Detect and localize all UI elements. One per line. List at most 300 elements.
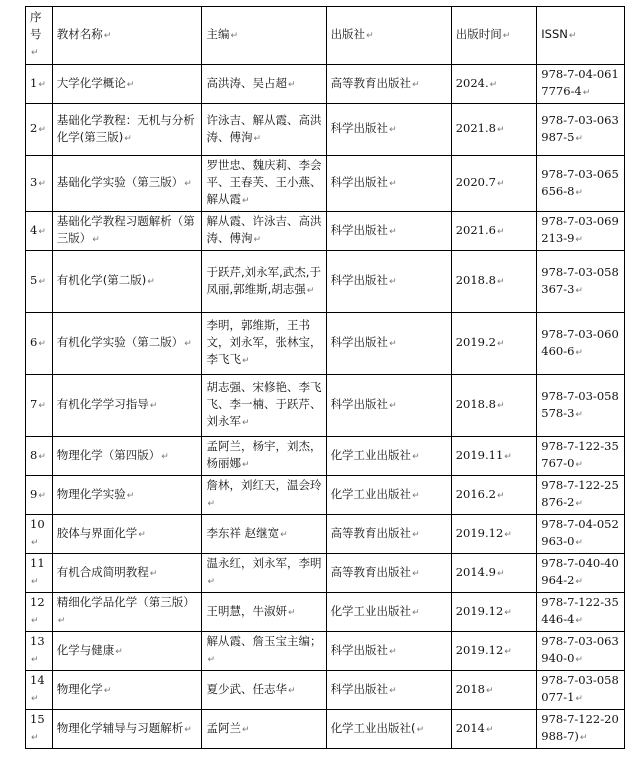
cell-isbn <box>537 65 625 104</box>
cell-editor-text: 孟阿兰，杨宇，刘杰，杨丽娜 <box>206 439 322 470</box>
cell-editor <box>202 313 326 375</box>
cell-publisher-text: 科学出版社 <box>330 121 389 135</box>
cell-editor <box>202 104 326 156</box>
header-row <box>26 7 625 65</box>
header-cell-editor: 主编↵ <box>202 7 326 65</box>
paragraph-mark: ↵ <box>92 235 100 245</box>
cell-editor <box>202 251 326 313</box>
cell-date-text: 2018.8 <box>455 397 496 411</box>
cell-date <box>451 671 537 710</box>
cell-editor-text: 李明，郭维斯，王书文，刘永军，张林宝，李飞飞 <box>206 318 322 366</box>
paragraph-mark: ↵ <box>389 226 397 237</box>
paragraph-mark: ↵ <box>504 529 512 540</box>
cell-editor <box>202 710 326 749</box>
cell-no <box>26 710 53 749</box>
paragraph-mark: ↵ <box>31 694 39 704</box>
cell-title-text: 物理化学 <box>56 681 103 696</box>
cell-publisher <box>326 554 451 593</box>
paragraph-mark: ↵ <box>416 724 425 735</box>
table-row <box>26 554 625 593</box>
header-cell-publisher: 出版社↵ <box>326 7 451 65</box>
cell-publisher <box>326 710 451 749</box>
paragraph-mark: ↵ <box>575 538 583 548</box>
paragraph-mark: ↵ <box>485 724 494 735</box>
paragraph-mark: ↵ <box>389 646 397 657</box>
cell-publisher <box>326 65 451 104</box>
paragraph-mark: ↵ <box>103 685 112 696</box>
paragraph-mark: ↵ <box>241 460 250 470</box>
cell-publisher <box>326 251 451 313</box>
paragraph-mark: ↵ <box>412 529 420 540</box>
cell-publisher-text: 科学出版社 <box>330 642 389 657</box>
cell-isbn <box>537 104 625 156</box>
cell-publisher-text: 科学出版社 <box>330 175 389 189</box>
paragraph-mark: ↵ <box>389 125 397 135</box>
paragraph-mark: ↵ <box>38 277 46 287</box>
cell-no-text: 11 <box>30 556 45 570</box>
cell-title <box>52 671 202 710</box>
cell-date <box>451 710 537 749</box>
cell-editor-text: 温永红，刘永军，李明 <box>206 556 322 570</box>
paragraph-mark: ↵ <box>287 607 296 618</box>
paragraph-mark: ↵ <box>126 79 135 90</box>
paragraph-mark: ↵ <box>575 460 583 470</box>
paragraph-mark: ↵ <box>496 179 505 189</box>
cell-editor <box>202 632 326 671</box>
cell-publisher-text: 科学出版社 <box>330 397 389 411</box>
cell-editor-text: 夏少武、任志华 <box>206 681 287 696</box>
paragraph-mark: ↵ <box>241 196 250 206</box>
paragraph-mark: ↵ <box>582 88 591 98</box>
cell-isbn <box>537 251 625 313</box>
paragraph-mark: ↵ <box>161 451 169 462</box>
cell-no-text: 7 <box>30 397 38 411</box>
paragraph-mark: ↵ <box>103 31 112 41</box>
cell-no <box>26 515 53 554</box>
paragraph-mark: ↵ <box>496 339 505 349</box>
cell-title <box>52 313 202 375</box>
paragraph-mark: ↵ <box>389 179 397 189</box>
paragraph-mark: ↵ <box>38 125 46 135</box>
cell-title-text: 物理化学辅导与习题解析 <box>56 720 184 735</box>
paragraph-mark: ↵ <box>38 401 46 411</box>
paragraph-mark: ↵ <box>389 685 397 696</box>
paragraph-mark: ↵ <box>504 607 512 618</box>
paragraph-mark: ↵ <box>31 48 39 58</box>
table-row <box>26 437 625 476</box>
cell-publisher-text: 高等教育出版社 <box>330 75 412 90</box>
cell-publisher-text: 科学出版社 <box>330 681 389 696</box>
cell-title <box>52 104 202 156</box>
cell-isbn-text: 978-7-03-069213-9 <box>541 214 619 245</box>
cell-publisher <box>326 671 451 710</box>
cell-publisher-text: 化学工业出版社 <box>330 603 412 618</box>
cell-no-text: 5 <box>30 273 38 287</box>
cell-title-text: 物理化学（第四版） <box>56 447 161 462</box>
cell-isbn-text: 978-7-122-20988-7) <box>541 712 619 743</box>
cell-isbn <box>537 671 625 710</box>
cell-title <box>52 437 202 476</box>
paragraph-mark: ↵ <box>184 339 192 349</box>
paragraph-mark: ↵ <box>31 733 39 743</box>
paragraph-mark: ↵ <box>115 646 123 657</box>
cell-date-text: 2019.11 <box>455 447 504 462</box>
cell-no <box>26 554 53 593</box>
paragraph-mark: ↵ <box>412 490 420 501</box>
table-row <box>26 710 625 749</box>
cell-isbn <box>537 593 625 632</box>
table-row <box>26 212 625 251</box>
cell-date <box>451 375 537 437</box>
cell-no-text: 6 <box>30 335 38 349</box>
paragraph-mark: ↵ <box>253 133 262 144</box>
cell-publisher <box>326 593 451 632</box>
cell-date <box>451 554 537 593</box>
cell-isbn-text: 978-7-122-35446-4 <box>541 595 619 626</box>
textbook-table <box>25 6 625 749</box>
cell-date-text: 2024. <box>455 75 489 90</box>
cell-isbn-text: 978-7-03-058367-3 <box>541 264 619 296</box>
cell-date-text: 2019.12 <box>455 525 504 540</box>
paragraph-mark: ↵ <box>241 356 250 366</box>
cell-editor <box>202 156 326 212</box>
paragraph-mark: ↵ <box>306 285 315 296</box>
cell-title <box>52 212 202 251</box>
paragraph-mark: ↵ <box>504 451 512 462</box>
cell-date-text: 2019.2 <box>455 335 496 349</box>
cell-isbn-text: 978-7-122-25876-2 <box>541 478 619 509</box>
paragraph-mark: ↵ <box>496 125 505 135</box>
paragraph-mark: ↵ <box>496 490 505 501</box>
cell-publisher <box>326 437 451 476</box>
paragraph-mark: ↵ <box>241 724 250 735</box>
cell-date <box>451 437 537 476</box>
cell-title-text: 精细化学品化学（第三版） <box>56 595 195 609</box>
cell-date <box>451 65 537 104</box>
paragraph-mark: ↵ <box>496 226 505 237</box>
paragraph-mark: ↵ <box>149 568 158 579</box>
paragraph-mark: ↵ <box>38 490 46 501</box>
paragraph-mark: ↵ <box>38 339 46 349</box>
cell-date-text: 2014.9 <box>455 564 496 579</box>
paragraph-mark: ↵ <box>568 31 577 41</box>
cell-date-text: 2021.6 <box>455 222 496 237</box>
cell-isbn <box>537 632 625 671</box>
cell-no <box>26 437 53 476</box>
cell-title <box>52 156 202 212</box>
paragraph-mark: ↵ <box>31 655 39 665</box>
cell-isbn-text: 978-7-040-40964-2 <box>541 556 619 587</box>
cell-editor-text: 解从霞、许泳吉、高洪涛、傅洵 <box>206 214 322 245</box>
cell-no-text: 12 <box>30 595 45 609</box>
paragraph-mark: ↵ <box>287 685 296 696</box>
table-body <box>26 65 625 749</box>
paragraph-mark: ↵ <box>575 347 583 358</box>
paragraph-mark: ↵ <box>147 277 155 287</box>
paragraph-mark: ↵ <box>57 616 66 626</box>
table-row <box>26 313 625 375</box>
paragraph-mark: ↵ <box>489 79 498 90</box>
header-cell-title: 教材名称↵ <box>52 7 202 65</box>
header-cell-date: 出版时间↵ <box>451 7 537 65</box>
cell-no <box>26 156 53 212</box>
cell-no <box>26 313 53 375</box>
table-row <box>26 65 625 104</box>
paragraph-mark: ↵ <box>241 418 250 428</box>
cell-editor-text: 孟阿兰 <box>206 720 241 735</box>
cell-title-text: 有机化学学习指导 <box>56 397 149 411</box>
cell-date-text: 2019.12 <box>455 642 504 657</box>
cell-publisher-text: 化学工业出版社 <box>330 447 412 462</box>
paragraph-mark: ↵ <box>575 235 583 245</box>
cell-date <box>451 251 537 313</box>
cell-isbn <box>537 554 625 593</box>
cell-isbn-text: 978-7-03-058077-1 <box>541 673 619 704</box>
paragraph-mark: ↵ <box>149 401 158 411</box>
cell-publisher-text: 高等教育出版社 <box>330 564 412 579</box>
paragraph-mark: ↵ <box>253 235 262 245</box>
cell-date-text: 2016.2 <box>455 486 496 501</box>
cell-editor-text: 罗世忠、魏庆莉、李会平、王春芙、王小燕、解从霞 <box>206 158 322 206</box>
cell-publisher-text: 科学出版社 <box>330 335 389 349</box>
cell-title-text: 化学与健康 <box>56 642 115 657</box>
paragraph-mark: ↵ <box>412 79 420 90</box>
paragraph-mark: ↵ <box>138 529 146 540</box>
cell-editor <box>202 437 326 476</box>
cell-no <box>26 632 53 671</box>
cell-no-text: 13 <box>30 634 45 648</box>
cell-isbn <box>537 212 625 251</box>
table-row <box>26 632 625 671</box>
paragraph-mark: ↵ <box>38 179 46 189</box>
table-row <box>26 671 625 710</box>
paragraph-mark: ↵ <box>575 577 583 587</box>
cell-no <box>26 104 53 156</box>
paragraph-mark: ↵ <box>496 568 505 579</box>
cell-isbn <box>537 476 625 515</box>
cell-no-text: 1 <box>30 75 38 90</box>
cell-publisher <box>326 515 451 554</box>
cell-editor-text: 解从霞、詹玉宝主编； <box>206 634 322 648</box>
cell-date-text: 2021.8 <box>455 121 496 135</box>
cell-editor-text: 王明慧，牛淑妍 <box>206 603 287 618</box>
cell-date-text: 2018 <box>455 681 485 696</box>
cell-title-text: 基础化学教程：无机与分析化学(第三版) <box>56 112 195 144</box>
cell-isbn-text: 978-7-03-063987-5 <box>541 112 619 144</box>
cell-isbn <box>537 515 625 554</box>
paragraph-mark: ↵ <box>502 31 511 41</box>
cell-publisher <box>326 104 451 156</box>
cell-editor <box>202 65 326 104</box>
cell-isbn-text: 978-7-04-0617776-4 <box>541 67 619 98</box>
cell-no <box>26 251 53 313</box>
paragraph-mark: ↵ <box>124 133 132 144</box>
paragraph-mark: ↵ <box>366 31 374 41</box>
cell-date <box>451 476 537 515</box>
paragraph-mark: ↵ <box>38 451 46 462</box>
paragraph-mark: ↵ <box>579 733 588 743</box>
table-row <box>26 593 625 632</box>
cell-no-text: 2 <box>30 121 38 135</box>
cell-no-text: 8 <box>30 447 38 462</box>
cell-isbn <box>537 156 625 212</box>
cell-title <box>52 375 202 437</box>
header-cell-isbn: ISSN↵ <box>537 7 625 65</box>
table-row <box>26 375 625 437</box>
cell-isbn <box>537 710 625 749</box>
cell-publisher <box>326 212 451 251</box>
paragraph-mark: ↵ <box>126 490 135 501</box>
cell-date-text: 2020.7 <box>455 175 496 189</box>
paragraph-mark: ↵ <box>496 401 505 411</box>
cell-no <box>26 65 53 104</box>
cell-publisher <box>326 313 451 375</box>
paragraph-mark: ↵ <box>280 529 288 540</box>
cell-editor-text: 许泳吉、解从霞、高洪涛、傅洵 <box>206 112 322 144</box>
cell-publisher-text: 高等教育出版社 <box>330 525 412 540</box>
cell-title <box>52 632 202 671</box>
paragraph-mark: ↵ <box>207 655 216 665</box>
cell-title-text: 基础化学教程习题解析（第三版） <box>56 214 195 245</box>
table-row <box>26 515 625 554</box>
cell-date <box>451 515 537 554</box>
paragraph-mark: ↵ <box>575 133 583 144</box>
paragraph-mark: ↵ <box>38 79 46 90</box>
cell-isbn-text: 978-7-03-060460-6 <box>541 326 619 358</box>
paragraph-mark: ↵ <box>184 179 192 189</box>
cell-editor-text: 于跃芹,刘永军,武杰,于凤丽,郭维斯,胡志强 <box>206 264 321 296</box>
table-row <box>26 251 625 313</box>
cell-no-text: 15 <box>30 712 45 726</box>
cell-isbn-text: 978-7-04-052963-0 <box>541 517 619 548</box>
paragraph-mark: ↵ <box>504 646 512 657</box>
paragraph-mark: ↵ <box>485 685 494 696</box>
paragraph-mark: ↵ <box>575 694 583 704</box>
cell-title-text: 有机化学(第二版) <box>56 273 147 287</box>
cell-editor <box>202 554 326 593</box>
cell-isbn-text: 978-7-03-063940-0 <box>541 634 619 665</box>
cell-editor <box>202 476 326 515</box>
cell-title <box>52 65 202 104</box>
header-cell-no: 序号↵ <box>26 7 53 65</box>
cell-editor <box>202 515 326 554</box>
cell-no-text: 3 <box>30 175 38 189</box>
cell-editor <box>202 375 326 437</box>
cell-date <box>451 313 537 375</box>
paragraph-mark: ↵ <box>575 187 583 198</box>
paragraph-mark: ↵ <box>31 538 39 548</box>
cell-isbn-text: 978-7-122-35767-0 <box>541 439 619 470</box>
cell-date <box>451 632 537 671</box>
cell-title <box>52 515 202 554</box>
paragraph-mark: ↵ <box>31 616 39 626</box>
cell-publisher <box>326 375 451 437</box>
cell-publisher-text: 化学工业出版社 <box>330 486 412 501</box>
paragraph-mark: ↵ <box>575 285 583 296</box>
table-row <box>26 156 625 212</box>
cell-publisher-text: 化学工业出版社( <box>330 720 416 735</box>
cell-title-text: 有机化学实验（第二版） <box>56 335 184 349</box>
cell-title-text: 有机合成简明教程 <box>56 564 149 579</box>
cell-isbn-text: 978-7-03-058578-3 <box>541 388 619 420</box>
paragraph-mark: ↵ <box>575 409 583 420</box>
cell-editor-text: 高洪涛、吴占超 <box>206 75 287 90</box>
paragraph-mark: ↵ <box>389 401 397 411</box>
cell-no-text: 10 <box>30 517 45 531</box>
paragraph-mark: ↵ <box>389 339 397 349</box>
cell-date <box>451 104 537 156</box>
paragraph-mark: ↵ <box>389 277 397 287</box>
cell-title-text: 基础化学实验（第三版） <box>56 175 184 189</box>
cell-publisher <box>326 156 451 212</box>
paragraph-mark: ↵ <box>575 499 583 509</box>
cell-isbn <box>537 313 625 375</box>
cell-no <box>26 212 53 251</box>
paragraph-mark: ↵ <box>412 607 420 618</box>
paragraph-mark: ↵ <box>184 724 192 735</box>
cell-editor <box>202 593 326 632</box>
cell-date-text: 2014 <box>455 720 485 735</box>
paragraph-mark: ↵ <box>412 568 420 579</box>
cell-date <box>451 593 537 632</box>
cell-publisher <box>326 476 451 515</box>
cell-title <box>52 554 202 593</box>
paragraph-mark: ↵ <box>230 31 239 41</box>
paragraph-mark: ↵ <box>575 616 583 626</box>
paragraph-mark: ↵ <box>31 577 39 587</box>
cell-title <box>52 593 202 632</box>
paragraph-mark: ↵ <box>38 226 46 237</box>
cell-date <box>451 212 537 251</box>
cell-title-text: 物理化学实验 <box>56 486 126 501</box>
cell-isbn <box>537 375 625 437</box>
cell-editor-text: 李东祥 赵继宽 <box>206 525 280 540</box>
cell-title <box>52 476 202 515</box>
paragraph-mark: ↵ <box>207 577 216 587</box>
cell-isbn-text: 978-7-03-065656-8 <box>541 166 619 198</box>
cell-no <box>26 476 53 515</box>
cell-publisher <box>326 632 451 671</box>
cell-date <box>451 156 537 212</box>
cell-no <box>26 375 53 437</box>
paragraph-mark: ↵ <box>412 451 420 462</box>
cell-title <box>52 710 202 749</box>
paragraph-mark: ↵ <box>287 79 296 90</box>
paragraph-mark: ↵ <box>496 277 505 287</box>
cell-date-text: 2019.12 <box>455 603 504 618</box>
table-row <box>26 104 625 156</box>
cell-editor <box>202 671 326 710</box>
cell-no-text: 4 <box>30 222 38 237</box>
cell-no <box>26 671 53 710</box>
cell-editor-text: 詹林，刘红天，温会玲 <box>206 478 322 492</box>
cell-no-text: 9 <box>30 486 38 501</box>
cell-no <box>26 593 53 632</box>
paragraph-mark: ↵ <box>575 655 583 665</box>
cell-isbn <box>537 437 625 476</box>
cell-editor-text: 胡志强、宋修艳、李飞飞、李一楠、于跃芹、刘永军 <box>206 380 322 428</box>
cell-publisher-text: 科学出版社 <box>330 222 389 237</box>
cell-title-text: 大学化学概论 <box>56 75 126 90</box>
paragraph-mark: ↵ <box>207 499 216 509</box>
cell-title-text: 胶体与界面化学 <box>56 525 138 540</box>
table-row <box>26 476 625 515</box>
cell-editor <box>202 212 326 251</box>
cell-no-text: 14 <box>30 673 45 687</box>
cell-publisher-text: 科学出版社 <box>330 273 389 287</box>
cell-date-text: 2018.8 <box>455 273 496 287</box>
cell-title <box>52 251 202 313</box>
